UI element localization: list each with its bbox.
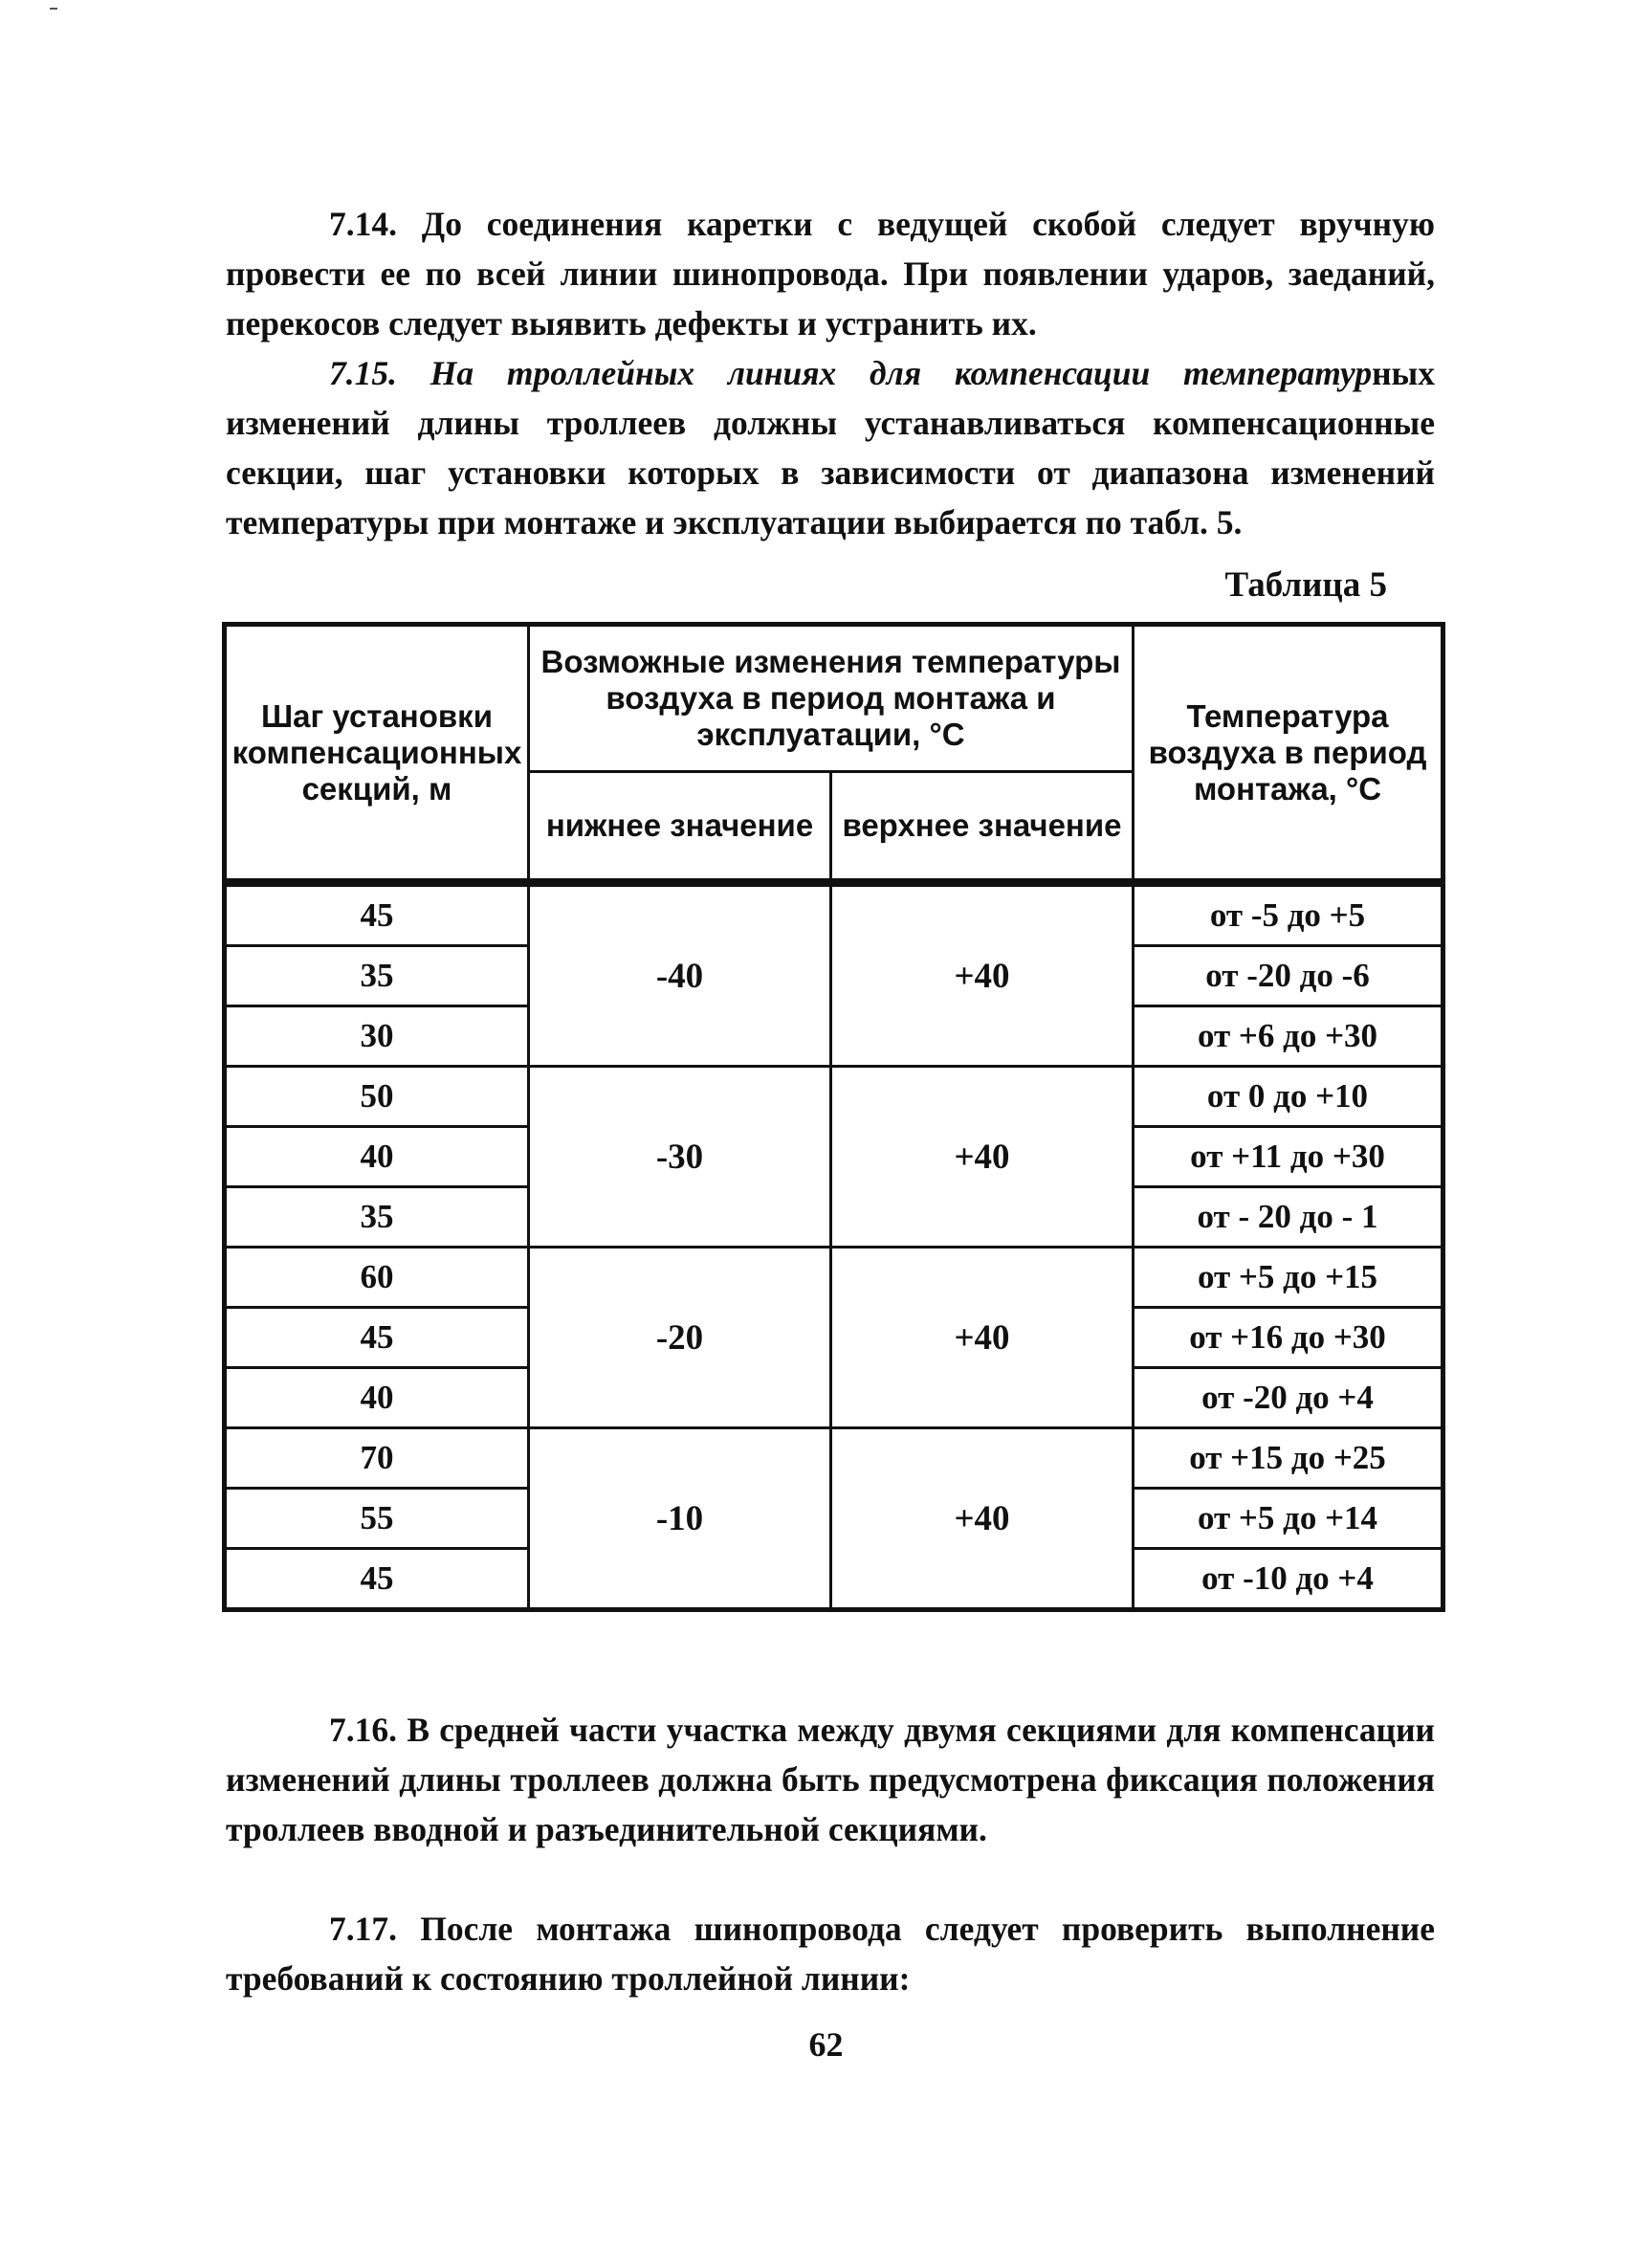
paragraph-text: ных изменений длины троллеев должны устанавливаться компенсационные секции, шаг установки которых в зависимости от диапазона изменений температуры при монтаже и эксплуатации выбирается по табл. 5. xyxy=(226,354,1435,541)
header-changes: Возможные изменения температуры воздуха в период монтажа и эксплуатации, °C xyxy=(529,625,1134,772)
table-body xyxy=(225,883,1443,1610)
scan-mark xyxy=(50,8,57,10)
paragraph-7-15 xyxy=(226,348,1435,547)
temp-cell: от +6 до +30 xyxy=(1134,1006,1443,1067)
lower-cell: -10 xyxy=(529,1428,831,1610)
paragraph-7-16 xyxy=(226,1705,1435,1854)
page-number: 62 xyxy=(808,2025,844,2064)
temp-cell: от - 20 до - 1 xyxy=(1134,1187,1443,1248)
table-caption: Таблица 5 xyxy=(1224,565,1387,605)
header-lower: нижнее значение xyxy=(529,772,831,883)
lower-cell: -40 xyxy=(529,883,831,1067)
header-upper: верхнее значение xyxy=(831,772,1134,883)
step-cell: 45 xyxy=(225,1549,529,1610)
temp-cell: от -20 до +4 xyxy=(1134,1368,1443,1428)
upper-cell: +40 xyxy=(831,1067,1134,1248)
temp-cell: от +16 до +30 xyxy=(1134,1308,1443,1368)
step-cell: 45 xyxy=(225,1308,529,1368)
temp-cell: от +5 до +14 xyxy=(1134,1489,1443,1549)
step-cell: 30 xyxy=(225,1006,529,1067)
paragraph-number: 7.14. xyxy=(329,205,397,243)
temp-cell: от -10 до +4 xyxy=(1134,1549,1443,1610)
paragraph-text: В средней части участка между двумя секциями для компенсации изменений длины троллеев должна быть предусмотрена фиксация положения троллеев вводной и разъединительной секциями. xyxy=(226,1711,1436,1848)
upper-cell: +40 xyxy=(831,883,1134,1067)
step-cell: 40 xyxy=(225,1127,529,1187)
temp-cell: от +5 до +15 xyxy=(1134,1248,1443,1308)
step-cell: 70 xyxy=(225,1428,529,1489)
paragraph-number: 7.15. xyxy=(329,354,397,392)
upper-cell: +40 xyxy=(831,1428,1134,1610)
paragraph-number: 7.16. xyxy=(329,1711,397,1749)
table-row xyxy=(225,1428,1443,1489)
upper-cell: +40 xyxy=(831,1248,1134,1428)
step-cell: 55 xyxy=(225,1489,529,1549)
temp-cell: от +11 до +30 xyxy=(1134,1127,1443,1187)
lower-cell: -20 xyxy=(529,1248,831,1428)
paragraph-7-14 xyxy=(226,199,1435,348)
step-cell: 35 xyxy=(225,1187,529,1248)
table-row xyxy=(225,883,1443,946)
temp-cell: от -5 до +5 xyxy=(1134,883,1443,946)
temp-cell: от +15 до +25 xyxy=(1134,1428,1443,1489)
step-cell: 35 xyxy=(225,946,529,1006)
header-step: Шаг установки компенсационных секций, м xyxy=(225,625,529,883)
compensation-table xyxy=(222,622,1445,1612)
temp-cell: от -20 до -6 xyxy=(1134,946,1443,1006)
step-cell: 40 xyxy=(225,1368,529,1428)
table-row xyxy=(225,1248,1443,1308)
paragraph-7-17 xyxy=(226,1904,1435,2003)
temp-cell: от 0 до +10 xyxy=(1134,1067,1443,1127)
lower-cell: -30 xyxy=(529,1067,831,1248)
step-cell: 45 xyxy=(225,883,529,946)
step-cell: 60 xyxy=(225,1248,529,1308)
paragraph-text: До соединения каретки с ведущей скобой следует вручную провести ее по всей линии шинопровода. При появлении ударов, заеданий, перекосов следует выявить дефекты и устранить их. xyxy=(226,205,1435,343)
paragraph-text: После монтажа шинопровода следует проверить выполнение требований к состоянию троллейной линии: xyxy=(226,1910,1436,1998)
table-row xyxy=(225,1067,1443,1127)
step-cell: 50 xyxy=(225,1067,529,1127)
paragraph-number: 7.17. xyxy=(329,1910,397,1948)
header-temp: Температура воздуха в период монтажа, °C xyxy=(1134,625,1443,883)
paragraph-italic-text: На троллейных линиях для компенсации температур xyxy=(430,354,1373,392)
